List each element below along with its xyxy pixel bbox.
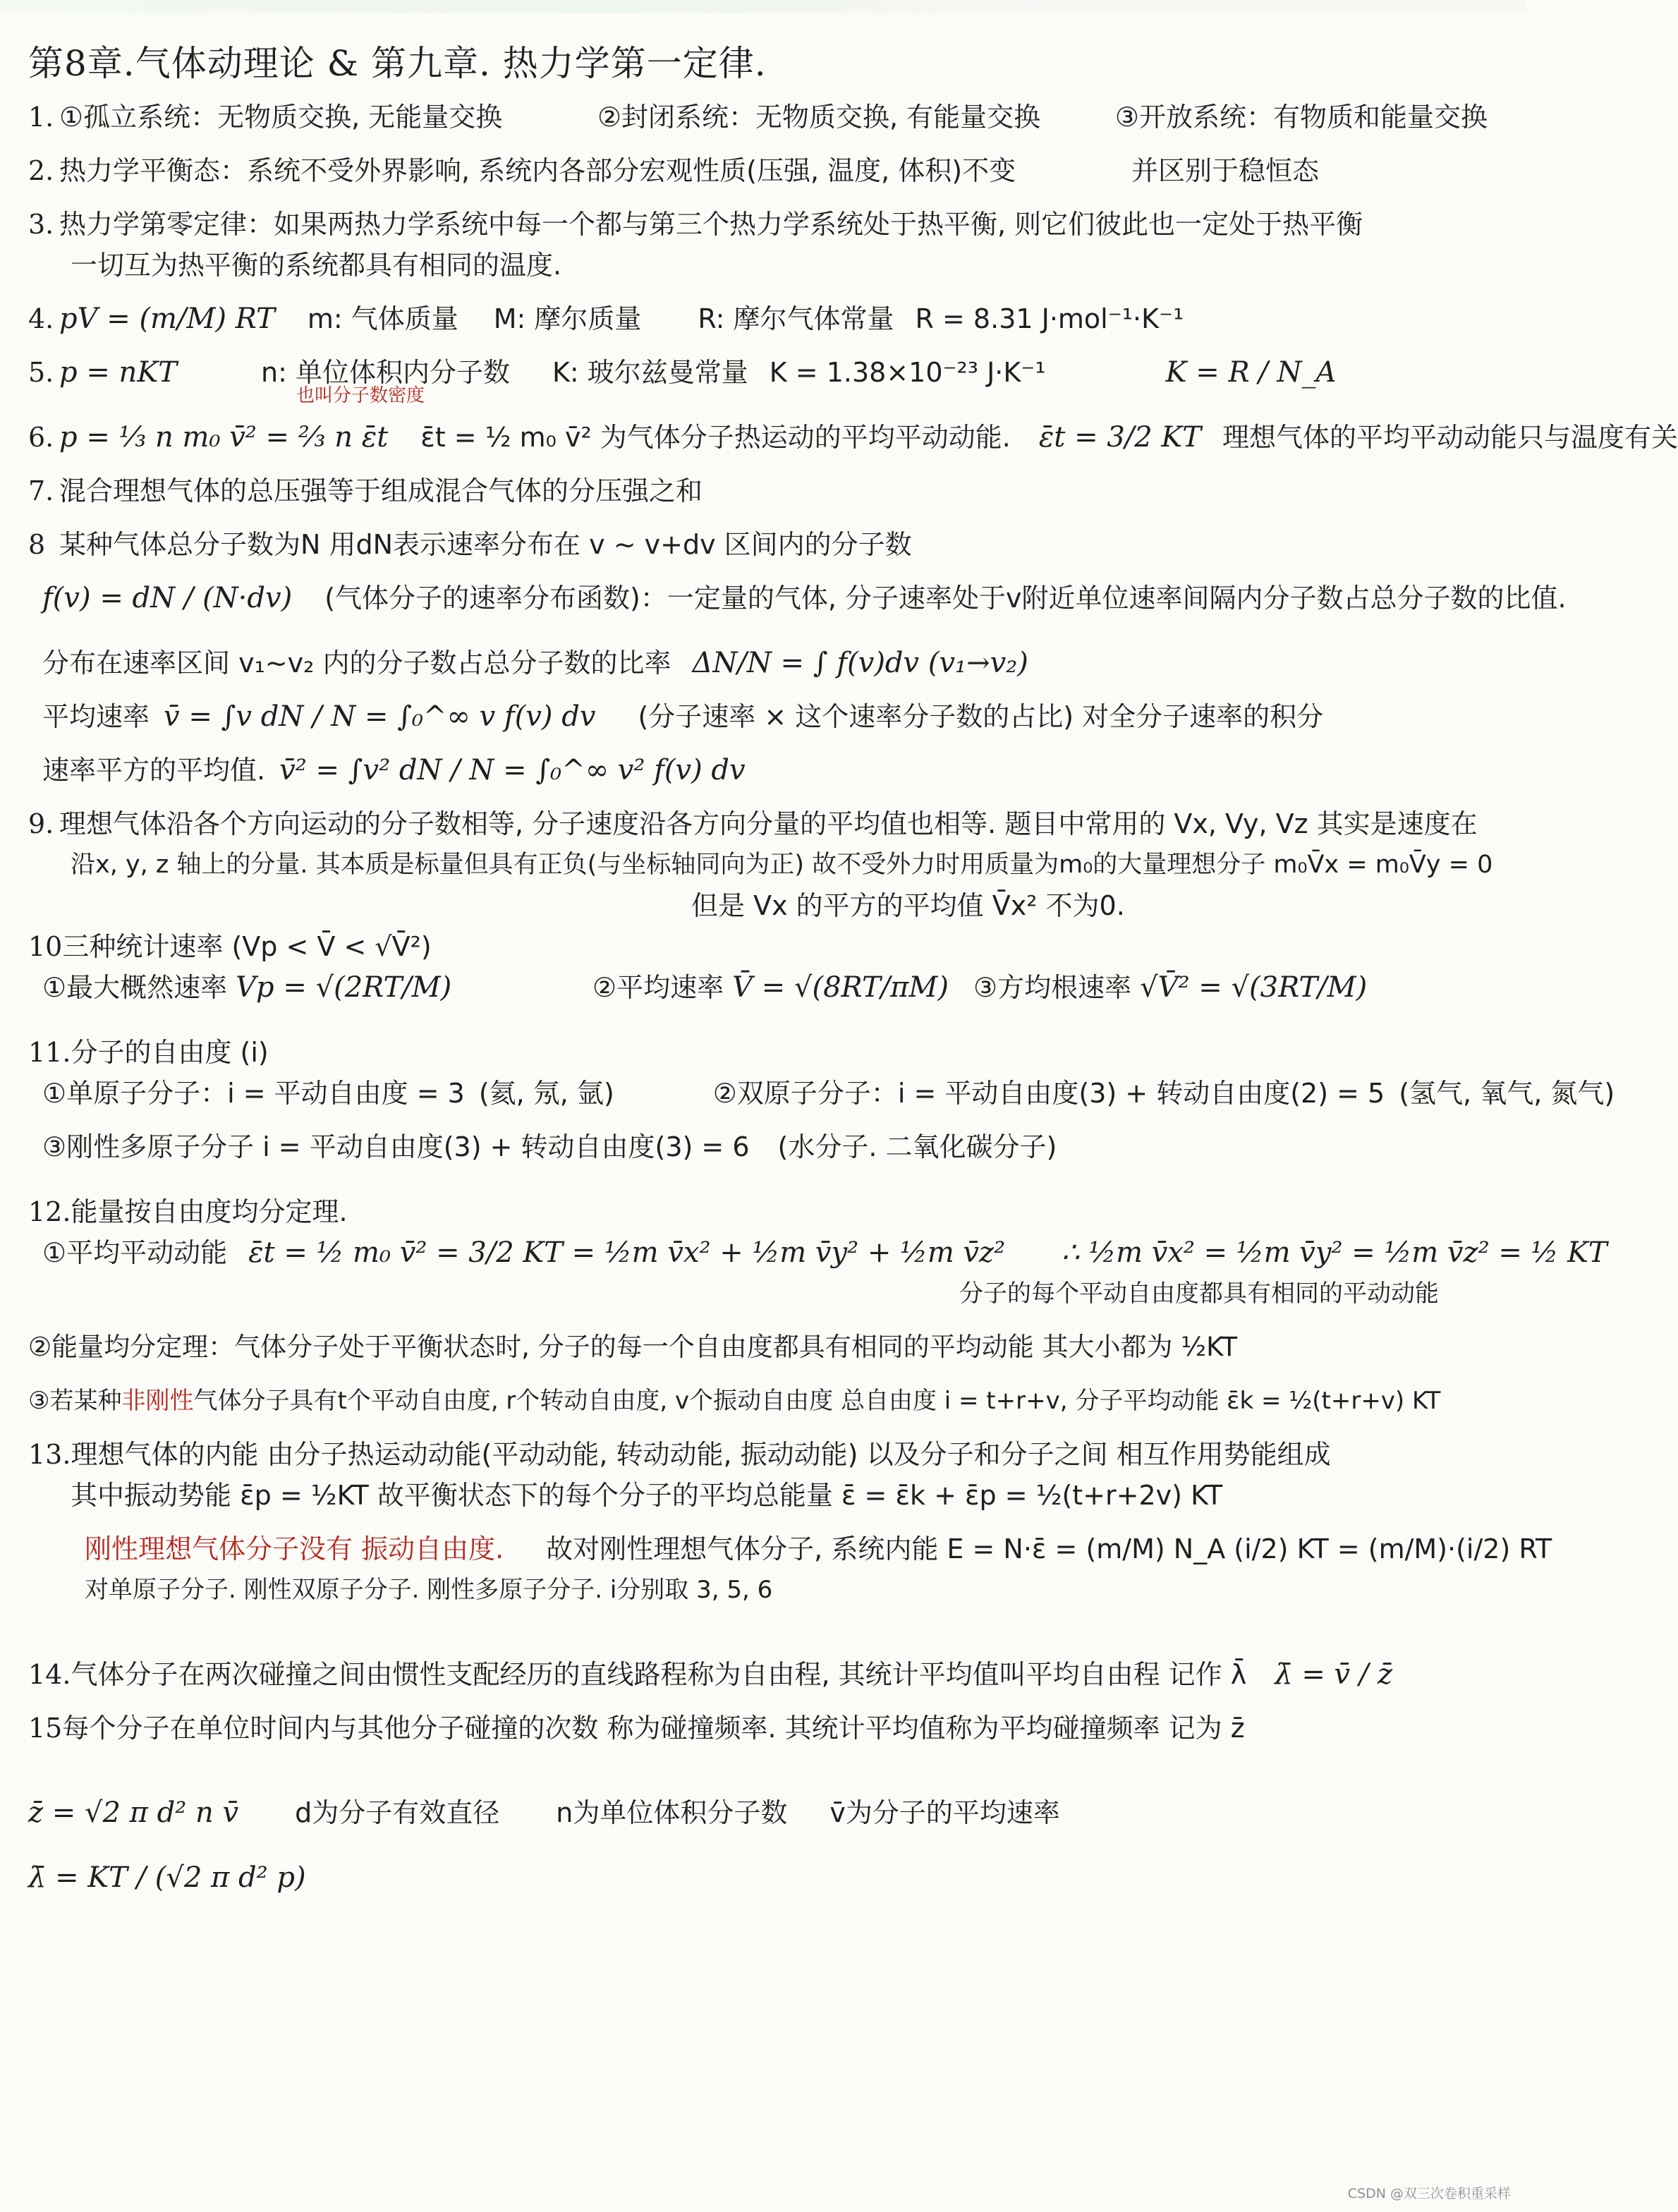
dof-polyatomic-row — [28, 1129, 1488, 1165]
dof-polyatomic-examples: (水分子. 二氧化碳分子) — [777, 1131, 1057, 1162]
translational-ke-note: 理想气体的平均平动动能只与温度有关 — [1222, 422, 1678, 453]
mean-free-path-pressure-row — [28, 1859, 1488, 1896]
item-6 — [28, 419, 1678, 456]
boltzmann-relation: K = R / N_A — [1165, 356, 1337, 389]
mean-free-path-def: 气体分子在两次碰撞之间由惯性支配经历的直线路程称为自由程, 其统计平均值叫平均自由程 记作 λ̄ — [71, 1659, 1247, 1690]
mean-square-label: 速率平方的平均值. — [42, 755, 266, 786]
translational-equal-formula: ∴ ½m v̄x² = ½m v̄y² = ½m v̄z² = ½ KT — [1062, 1236, 1607, 1269]
mean-speed — [592, 969, 973, 1006]
rigid-no-vibration: 刚性理想气体分子没有 振动自由度. — [85, 1533, 504, 1564]
item-number: 5. — [28, 357, 54, 388]
ratio-text: 分布在速率区间 v₁~v₂ 内的分子数占总分子数的比率 — [42, 648, 671, 679]
boltzmann-label: K: 玻尔兹曼常量 — [552, 357, 748, 388]
non-rigid-text: 气体分子具有t个平动自由度, r个转动自由度, v个振动自由度 总自由度 i = t+r+v, 分子平均动能 ε̄k = ½(t+r+v) KT — [193, 1387, 1441, 1415]
item-number: 9. — [28, 808, 54, 839]
collision-frequency-def: 每个分子在单位时间内与其他分子碰撞的次数 称为碰撞频率. 其统计平均值称为平均碰撞频率 记为 z̄ — [62, 1713, 1245, 1744]
translational-ke-desc: ε̄t = ½ m₀ v̄² 为气体分子热运动的平均平动动能. — [420, 422, 1011, 453]
distribution-ratio — [28, 645, 1488, 681]
distribution-intro: 某种气体总分子数为N 用dN表示速率分布在 v ~ v+dv 区间内的分子数 — [59, 529, 912, 560]
most-probable-label: ①最大概然速率 — [42, 972, 228, 1003]
item-4 — [28, 300, 1488, 337]
pressure-kinetic-formula: p = ⅓ n m₀ v̄² = ⅔ n ε̄t — [59, 421, 389, 454]
gas-constant-label: R: 摩尔气体常量 — [698, 303, 894, 334]
pressure-formula: p = nKT — [59, 356, 177, 389]
most-probable-speed — [42, 969, 592, 1006]
equipartition-theorem: ②能量均分定理：气体分子处于平衡状态时, 分子的每一个自由度都具有相同的平均动能 其大小都为 ½KT — [28, 1332, 1238, 1362]
dof-monatomic: ①单原子分子：i = 平动自由度 = 3 — [42, 1078, 465, 1109]
diameter-label: d为分子有效直径 — [295, 1797, 500, 1828]
rigid-internal-energy-formula: 故对刚性理想气体分子, 系统内能 E = N·ε̄ = (m/M) N_A (i/2) KT = (m/M)·(i/2) RT — [546, 1533, 1552, 1564]
average-speed-formula: v̄ = ∫v dN / N = ∫₀^∞ v f(v) dv — [164, 700, 596, 733]
mean-square-speed — [28, 752, 1488, 789]
equipartition-title: 能量按自由度均分定理. — [71, 1196, 348, 1227]
item-8 — [28, 526, 1488, 563]
mean-speed-label: ②平均速率 — [592, 972, 724, 1003]
density-label: n为单位体积分子数 — [556, 1797, 788, 1828]
item-12 — [28, 1193, 1488, 1230]
zeroth-law: 热力学第零定律：如果两热力学系统中每一个都与第三个热力学系统处于热平衡, 则它们彼此也一定处于热平衡 — [59, 209, 1363, 240]
item-number: 4. — [28, 303, 54, 334]
degrees-of-freedom-title: 分子的自由度 (i) — [71, 1037, 269, 1068]
velocity-components: 理想气体沿各个方向运动的分子数相等, 分子速度沿各方向分量的平均值也相等. 题目中常用的 Vx, Vy, Vz 其实是速度在 — [59, 808, 1478, 839]
dof-polyatomic: ③刚性多原子分子 i = 平动自由度(3) + 转动自由度(3) = 6 — [42, 1131, 750, 1162]
dalton-law: 混合理想气体的总压强等于组成混合气体的分压强之和 — [59, 475, 703, 506]
velocity-components-cont: 沿x, y, z 轴上的分量. 其本质是标量但具有正负(与坐标轴同向为正) 故不受外力时用质量为m₀的大量理想分子 m₀V̄x = m₀V̄y = 0 — [71, 851, 1493, 879]
rms-speed — [973, 969, 1399, 1006]
internal-energy-def: 理想气体的内能 由分子热运动动能(平动动能, 转动动能, 振动动能) 以及分子和分子之间 相互作用势能组成 — [71, 1439, 1331, 1470]
three-speeds-title: 三种统计速率 (Vp < V̄ < √V̄²) — [62, 931, 432, 962]
equilibrium-definition: 热力学平衡态：系统不受外界影响, 系统内各部分宏观性质(压强, 温度, 体积)不变 — [59, 155, 1016, 186]
internal-energy-cont: 其中振动势能 ε̄p = ½KT 故平衡状态下的每个分子的平均总能量 ε̄ = ε̄k + ε̄p = ½(t+r+2v) KT — [71, 1480, 1223, 1511]
item-number: 3. — [28, 209, 54, 240]
dof-monatomic-examples: (氦, 氖, 氩) — [478, 1078, 614, 1109]
item-2 — [28, 152, 1488, 189]
item-number: 1. — [28, 102, 54, 133]
average-speed-desc: (分子速率 × 这个速率分子数的占比) 对全分子速率的积分 — [638, 701, 1324, 732]
item-number: 8 — [28, 529, 46, 560]
translational-label: ①平均平动动能 — [42, 1237, 228, 1268]
rigid-internal-energy — [28, 1531, 1552, 1567]
dof-diatomic: ②双原子分子：i = 平动自由度(3) + 转动自由度(2) = 5 — [712, 1078, 1385, 1109]
rms-speed-formula: √V̄² = √(3RT/M) — [1140, 971, 1368, 1004]
three-speeds — [28, 969, 1488, 1006]
item-number: 2. — [28, 155, 54, 186]
item-11 — [28, 1034, 1488, 1071]
mean-free-path-formula: λ̄ = v̄ / z̄ — [1275, 1658, 1393, 1691]
item-3 — [28, 206, 1488, 243]
item-number: 13. — [28, 1439, 71, 1470]
translational-ke-formula: ε̄t = 3/2 KT — [1038, 421, 1201, 454]
average-speed — [28, 698, 1488, 735]
mean-square-formula: v̄² = ∫v² dN / N = ∫₀^∞ v² f(v) dv — [279, 754, 746, 786]
ideal-gas-formula: pV = (m/M) RT — [59, 303, 275, 335]
mean-speed-desc: v̄为分子的平均速率 — [829, 1797, 1060, 1828]
velocity-components-note: 但是 Vx 的平方的平均值 V̄x² 不为0. — [691, 890, 1125, 921]
gas-constant-value: R = 8.31 J·mol⁻¹·K⁻¹ — [915, 303, 1184, 334]
distribution-function — [28, 580, 1567, 616]
non-rigid-prefix: ③若某种 — [28, 1387, 122, 1415]
number-density-note: 也叫分子数密度 — [296, 385, 425, 406]
item-13 — [28, 1436, 1488, 1473]
item-14 — [28, 1656, 1488, 1693]
translational-equal-note: 分子的每个平动自由度都具有相同的平动动能 — [959, 1280, 1439, 1308]
item-10 — [28, 928, 1488, 965]
dof-diatomic-examples: (氢气, 氧气, 氮气) — [1399, 1078, 1615, 1109]
item-number: 6. — [28, 422, 54, 453]
item-number: 12. — [28, 1196, 71, 1227]
rms-speed-label: ③方均根速率 — [973, 972, 1132, 1003]
mass-label: m: 气体质量 — [307, 303, 458, 334]
equilibrium-note: 并区别于稳恒态 — [1131, 155, 1320, 186]
isolated-system: ①孤立系统：无物质交换, 无能量交换 — [59, 102, 503, 133]
collision-frequency-formula: z̄ = √2 π d² n v̄ — [28, 1797, 239, 1829]
distribution-desc: (气体分子的速率分布函数)：一定量的气体, 分子速率处于v附近单位速率间隔内分子数占总分子数的比值. — [324, 583, 1567, 614]
non-rigid-highlight: 非刚性 — [121, 1387, 194, 1415]
translational-formula: ε̄t = ½ m₀ v̄² = 3/2 KT = ½m v̄x² + ½m v̄y² + ½m v̄z² — [248, 1236, 1006, 1269]
page-title: 第8章.气体动理论 & 第九章. 热力学第一定律. — [28, 43, 767, 84]
molar-mass-label: M: 摩尔质量 — [493, 303, 642, 334]
mean-speed-formula: V̄ = √(8RT/πM) — [732, 971, 949, 1004]
closed-system: ②封闭系统：无物质交换, 有能量交换 — [597, 102, 1041, 133]
watermark: CSDN @双三次卷积重采样 — [1347, 2186, 1511, 2201]
boltzmann-value: K = 1.38×10⁻²³ J·K⁻¹ — [769, 357, 1046, 388]
most-probable-formula: Vp = √(2RT/M) — [236, 971, 452, 1004]
equipartition-translational — [28, 1234, 1607, 1271]
item-number: 10 — [28, 931, 63, 962]
non-rigid-energy — [28, 1382, 1488, 1419]
item-number: 15 — [28, 1713, 63, 1744]
open-system: ③开放系统：有物质和能量交换 — [1114, 102, 1488, 133]
ratio-formula: ΔN/N = ∫ f(v)dv (v₁→v₂) — [692, 647, 1028, 679]
zeroth-law-cont: 一切互为热平衡的系统都具有相同的温度. — [71, 250, 562, 281]
number-density-label: n: 单位体积内分子数 — [261, 357, 510, 388]
item-7 — [28, 473, 1488, 509]
item-1 — [28, 99, 1488, 135]
dof-monatomic-diatomic — [28, 1075, 1615, 1112]
item-number: 11. — [28, 1037, 71, 1068]
item-9 — [28, 806, 1488, 842]
average-speed-label: 平均速率 — [42, 701, 150, 732]
item-number: 14. — [28, 1659, 71, 1690]
collision-frequency-formula-row — [28, 1794, 1488, 1831]
dof-values: 对单原子分子. 刚性双原子分子. 刚性多原子分子. i分别取 3, 5, 6 — [85, 1576, 773, 1604]
item-number: 7. — [28, 475, 54, 506]
distribution-formula: f(v) = dN / (N·dv) — [42, 582, 293, 614]
item-15 — [28, 1710, 1488, 1746]
mean-free-path-pressure-formula: λ̄ = KT / (√2 π d² p) — [28, 1861, 306, 1894]
